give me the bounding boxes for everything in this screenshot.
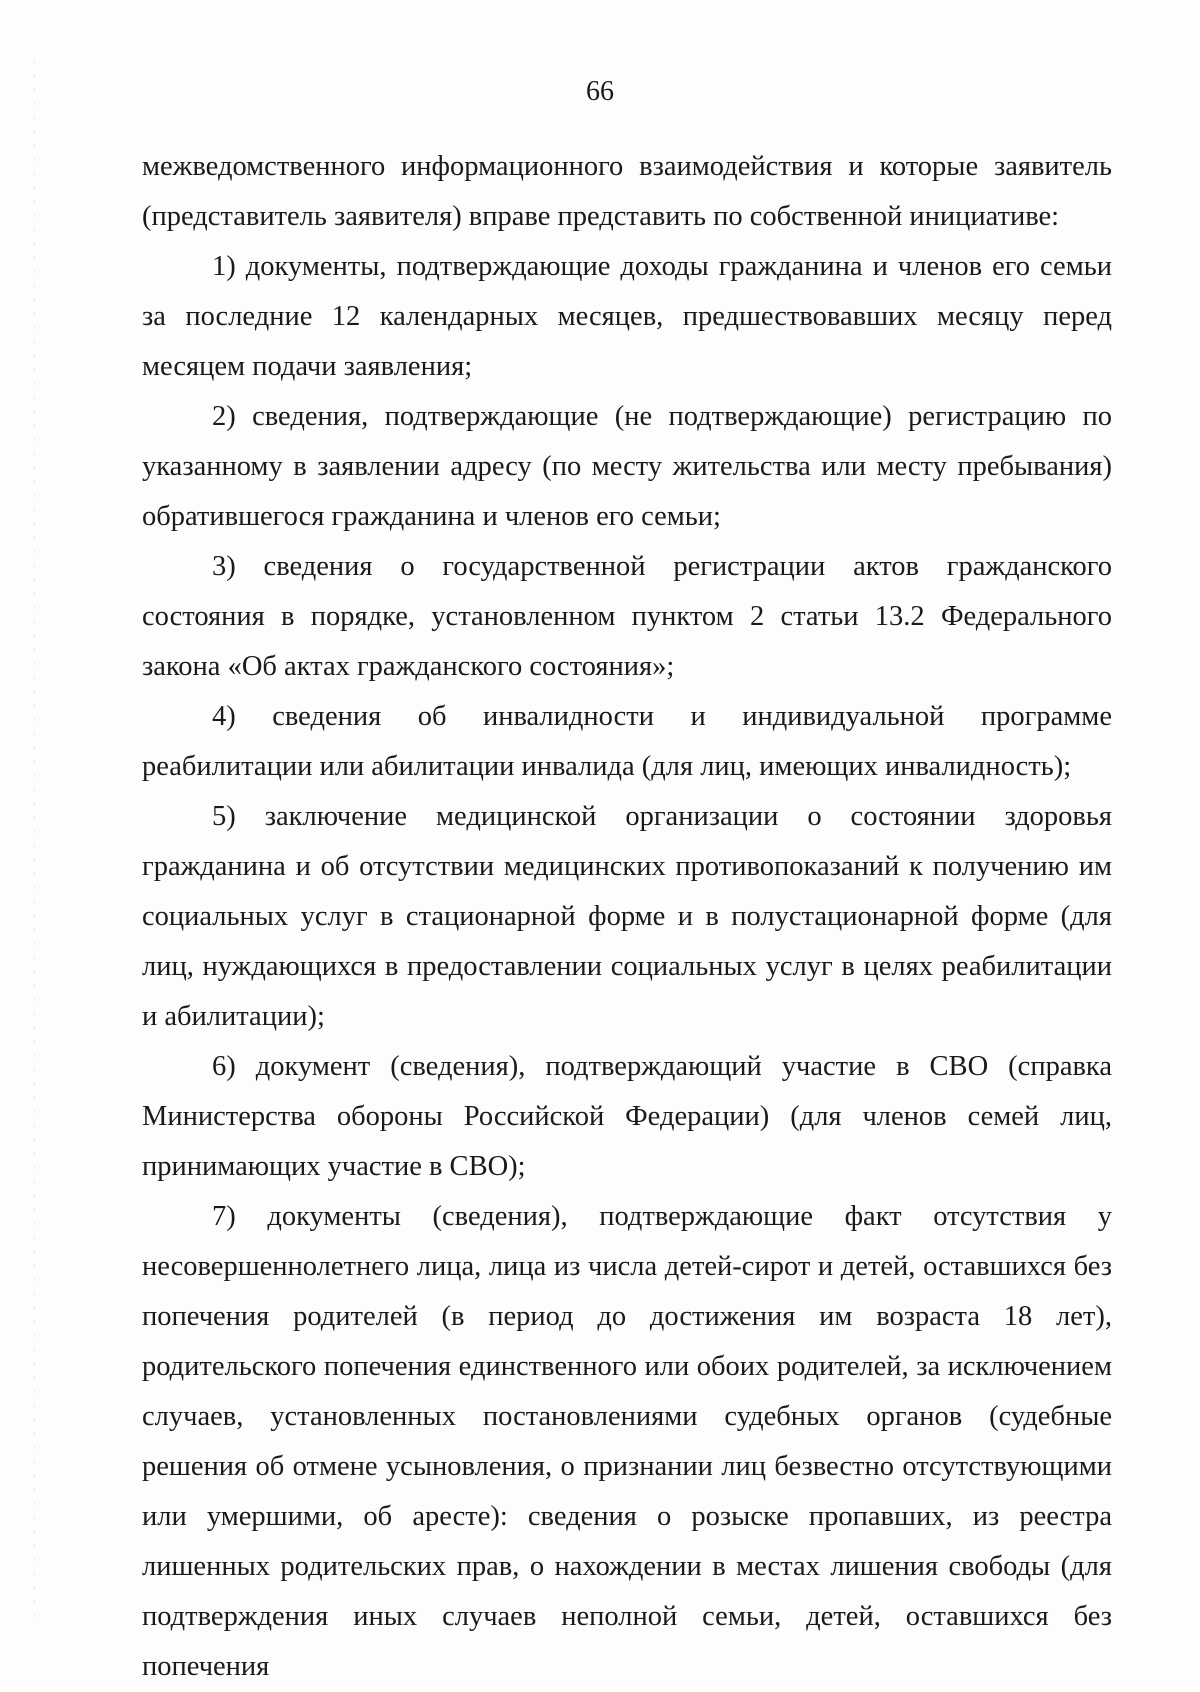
list-item-7: 7) документы (сведения), подтверждающие факт отсутствия у несовершеннолетнего лица, лица из числа детей-сирот и детей, оставшихся без попечения родителей (в период до достижения им возраста 18 лет), родительского попечения единственного или обоих родителей, за исключением случаев, установленных постановлениями судебных органов (судебные решения об отмене усыновления, о признании лиц безвестно отсутствующими или умершими, об аресте): сведения о розыске пропавших, из реестра лишенных родительских прав, о нахождении в местах лишения свободы (для подтверждения иных случаев неполной семьи, детей, оставшихся без попечения xyxy=(142,1201,1112,1682)
paragraph-intro: межведомственного информационного взаимодействия и которые заявитель (представитель заявителя) вправе представить по собственной инициативе: xyxy=(142,151,1112,232)
page-number: 66 xyxy=(586,76,614,107)
list-item-2: 2) сведения, подтверждающие (не подтверждающие) регистрацию по указанному в заявлении адресу (по месту жительства или месту пребывания) обратившегося гражданина и членов его семьи; xyxy=(142,401,1112,532)
list-item-3: 3) сведения о государственной регистрации актов гражданского состояния в порядке, установленном пунктом 2 статьи 13.2 Федерального закона «Об актах гражданского состояния»; xyxy=(142,551,1112,682)
scan-edge-artifact xyxy=(34,60,35,1620)
list-item-1: 1) документы, подтверждающие доходы гражданина и членов его семьи за последние 12 календарных месяцев, предшествовавших месяцу перед месяцем подачи заявления; xyxy=(142,251,1112,382)
list-item-5: 5) заключение медицинской организации о состоянии здоровья гражданина и об отсутствии медицинских противопоказаний к получению им социальных услуг в стационарной форме и в полустационарной форме (для лиц, нуждающихся в предоставлении социальных услуг в целях реабилитации и абилитации); xyxy=(142,801,1112,1032)
document-body xyxy=(142,142,1112,1692)
list-item-6: 6) документ (сведения), подтверждающий участие в СВО (справка Министерства обороны Российской Федерации) (для членов семей лиц, принимающих участие в СВО); xyxy=(142,1051,1112,1182)
list-item-4: 4) сведения об инвалидности и индивидуальной программе реабилитации или абилитации инвалида (для лиц, имеющих инвалидность); xyxy=(142,701,1112,782)
